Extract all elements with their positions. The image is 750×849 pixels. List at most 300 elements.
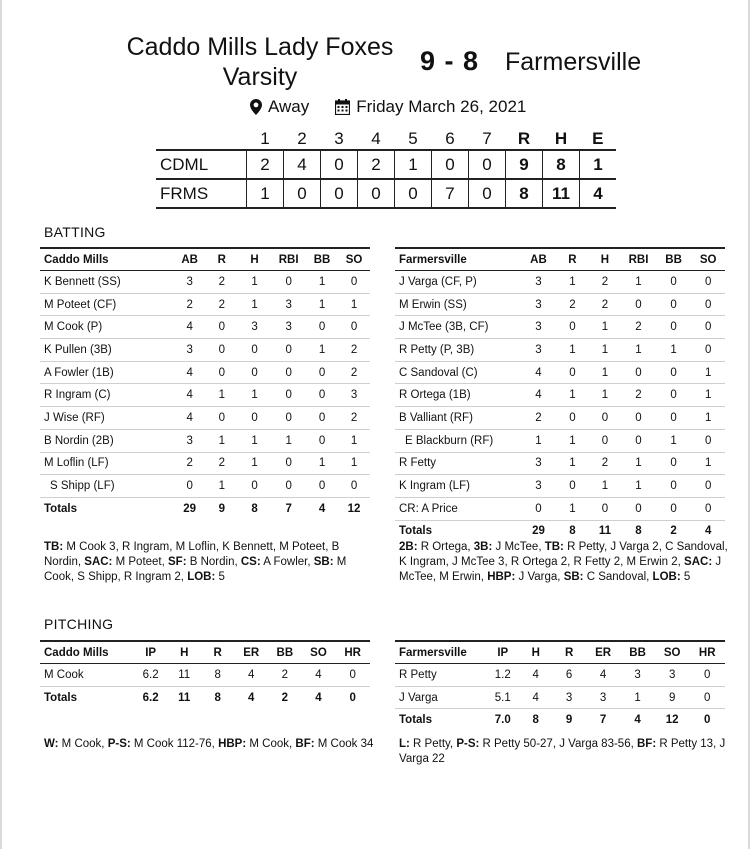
- stat-cell: 0: [691, 293, 725, 316]
- stat-cell: 1: [238, 429, 271, 452]
- batting-section-title: BATTING: [44, 224, 106, 240]
- stat-cell: 1: [238, 293, 271, 316]
- stat-cell: 2: [589, 293, 622, 316]
- note-label: 3B:: [473, 541, 493, 553]
- note-text: C Sandoval,: [583, 571, 653, 583]
- totals-cell: 8: [532, 714, 539, 727]
- totals-row: [395, 520, 725, 542]
- note-text: B Nordin,: [186, 556, 241, 568]
- stat-cell: 0: [271, 384, 306, 407]
- stat-cell: 0: [691, 475, 725, 498]
- stat-cell: 0: [335, 664, 370, 687]
- player-name: C Sandoval (C): [395, 361, 521, 384]
- totals-label: Totals: [44, 502, 78, 515]
- totals-cell: 4: [315, 691, 322, 704]
- stat-cell: 1: [306, 293, 338, 316]
- stat-cell: 0: [589, 497, 622, 520]
- stat-cell: 0: [689, 664, 725, 687]
- stat-column-header: IP: [487, 641, 520, 664]
- batting-table-away: [395, 247, 725, 542]
- totals-cell: 7.0: [494, 714, 511, 727]
- stat-cell: 2: [621, 384, 656, 407]
- totals-cell: 7: [285, 502, 292, 515]
- player-name: M Cook: [40, 664, 134, 687]
- totals-cell: 8: [251, 502, 258, 515]
- note-text: R Petty 50-27, J Varga 83-56,: [479, 738, 637, 750]
- stat-cell: 1: [338, 293, 370, 316]
- stat-header-row: [40, 248, 370, 271]
- player-name: R Ingram (C): [40, 384, 174, 407]
- linescore-header-blank: [156, 129, 247, 150]
- note-label: SAC:: [84, 556, 113, 568]
- stat-cell: 0: [306, 429, 338, 452]
- stat-cell: 0: [656, 271, 692, 294]
- stat-cell: 1: [238, 271, 271, 294]
- stat-cell: 1: [338, 452, 370, 475]
- stat-cell: 1: [556, 452, 588, 475]
- stat-column-header: SO: [338, 248, 370, 271]
- player-row: [395, 664, 725, 687]
- totals-row: [40, 497, 370, 519]
- stat-column-header: BB: [656, 248, 692, 271]
- totals-cell: 6.2: [142, 691, 159, 704]
- linescore-inning-cell: 2: [247, 150, 284, 179]
- stat-cell: 1: [589, 384, 622, 407]
- stat-cell: 1: [306, 271, 338, 294]
- linescore-errors: 1: [580, 150, 617, 179]
- stat-column-header: RBI: [621, 248, 656, 271]
- stat-cell: 1: [656, 339, 692, 362]
- player-row: [395, 475, 725, 498]
- stat-cell: 3: [521, 475, 557, 498]
- note-label: SB:: [313, 556, 334, 568]
- player-row: [40, 293, 370, 316]
- stat-cell: 0: [691, 316, 725, 339]
- linescore-inning-cell: 2: [358, 150, 395, 179]
- linescore-inning-cell: 0: [358, 179, 395, 208]
- batting-table-home: [40, 247, 370, 520]
- pitching-table-home: [40, 640, 370, 708]
- linescore-inning-cell: 0: [395, 179, 432, 208]
- stat-cell: 2: [174, 293, 206, 316]
- player-name: J Wise (RF): [40, 407, 174, 430]
- player-row: [395, 361, 725, 384]
- stat-cell: 2: [174, 452, 206, 475]
- stat-cell: 0: [271, 361, 306, 384]
- note-text: M Cook,: [246, 738, 296, 750]
- stat-column-header: AB: [521, 248, 557, 271]
- stat-cell: 0: [206, 339, 238, 362]
- stat-cell: 0: [621, 497, 656, 520]
- stat-cell: 1: [691, 407, 725, 430]
- note-label: SF:: [168, 556, 187, 568]
- stat-cell: 0: [306, 384, 338, 407]
- stat-cell: 1: [556, 271, 588, 294]
- stat-cell: 2: [268, 664, 302, 687]
- stat-cell: 1: [691, 452, 725, 475]
- stat-cell: 2: [206, 452, 238, 475]
- frame-edge-left: [0, 0, 2, 849]
- stat-cell: 3: [238, 316, 271, 339]
- linescore-row-away: [156, 179, 616, 208]
- totals-cell: 0: [704, 714, 711, 727]
- stat-cell: 0: [238, 361, 271, 384]
- stat-cell: 4: [174, 407, 206, 430]
- pitching-table-away: [395, 640, 725, 731]
- stat-cell: 9: [655, 686, 690, 709]
- linescore-inning-header: 7: [482, 129, 492, 148]
- player-name: B Nordin (2B): [40, 429, 174, 452]
- stat-cell: 0: [338, 475, 370, 498]
- totals-cell: 12: [665, 714, 679, 727]
- linescore-errors-header: E: [592, 129, 604, 148]
- stat-cell: 0: [621, 293, 656, 316]
- player-row: [395, 686, 725, 709]
- stat-column-header: ER: [586, 641, 621, 664]
- stat-cell: 1: [338, 429, 370, 452]
- note-text: M Cook,: [58, 738, 108, 750]
- note-text: A Fowler,: [260, 556, 314, 568]
- player-name: A Fowler (1B): [40, 361, 174, 384]
- linescore-inning-header: 3: [334, 129, 344, 148]
- stat-cell: 0: [271, 339, 306, 362]
- player-name: M Erwin (SS): [395, 293, 521, 316]
- stat-cell: 3: [521, 339, 557, 362]
- stat-header-row: [395, 248, 725, 271]
- stat-cell: 3: [174, 339, 206, 362]
- stat-cell: 0: [306, 407, 338, 430]
- stat-cell: 3: [655, 664, 690, 687]
- note-text: J McTee, M Erwin,: [399, 556, 722, 583]
- team-header: Caddo Mills: [40, 248, 174, 271]
- stat-cell: 3: [174, 429, 206, 452]
- note-text: 5: [680, 571, 691, 583]
- team-header: Farmersville: [395, 248, 521, 271]
- linescore-inning-cell: 7: [432, 179, 469, 208]
- player-name: R Petty: [395, 664, 487, 687]
- totals-cell: 29: [532, 525, 545, 538]
- totals-cell: 11: [178, 691, 191, 704]
- stat-cell: 4: [521, 361, 557, 384]
- stat-cell: 1.2: [487, 664, 520, 687]
- player-row: [395, 497, 725, 520]
- note-text: M Poteet,: [112, 556, 169, 568]
- stat-cell: 0: [621, 361, 656, 384]
- stat-cell: 2: [206, 271, 238, 294]
- note-label: CS:: [240, 556, 261, 568]
- stat-cell: 2: [338, 361, 370, 384]
- stat-cell: 0: [656, 361, 692, 384]
- totals-label: Totals: [44, 691, 78, 704]
- totals-cell: 29: [183, 502, 197, 515]
- stat-column-header: IP: [134, 641, 168, 664]
- player-row: [40, 384, 370, 407]
- player-name: K Bennett (SS): [40, 271, 174, 294]
- stat-column-header: HR: [689, 641, 725, 664]
- stat-cell: 0: [656, 293, 692, 316]
- stat-cell: 1: [238, 384, 271, 407]
- stat-cell: 0: [656, 475, 692, 498]
- note-label: TB:: [44, 541, 64, 553]
- note-label: SAC:: [684, 556, 713, 568]
- stat-cell: 4: [234, 664, 268, 687]
- stat-cell: 3: [586, 686, 621, 709]
- note-text: M Cook 34: [314, 738, 374, 750]
- stat-cell: 3: [552, 686, 585, 709]
- player-row: [395, 339, 725, 362]
- note-label: 2B:: [399, 541, 418, 553]
- stat-cell: 11: [167, 664, 201, 687]
- totals-cell: 2: [670, 525, 677, 538]
- linescore-row-home: [156, 150, 616, 179]
- stat-cell: 0: [556, 316, 588, 339]
- game-date: Friday March 26, 2021: [356, 97, 527, 116]
- player-name: S Shipp (LF): [40, 475, 174, 498]
- stat-column-header: R: [556, 248, 588, 271]
- stat-cell: 2: [521, 407, 557, 430]
- stat-cell: 1: [589, 316, 622, 339]
- linescore-runs: 9: [506, 150, 543, 179]
- player-row: [40, 361, 370, 384]
- linescore-header-row: [156, 129, 616, 150]
- stat-cell: 1: [206, 384, 238, 407]
- note-text: R Ortega,: [417, 541, 474, 553]
- pitching-section-title: PITCHING: [44, 616, 114, 632]
- stat-cell: 3: [271, 316, 306, 339]
- stat-cell: 0: [271, 271, 306, 294]
- note-text: J Varga,: [515, 571, 564, 583]
- stat-cell: 4: [302, 664, 336, 687]
- note-text: 5: [215, 571, 225, 583]
- linescore-inning-cell: 0: [284, 179, 321, 208]
- stat-cell: 2: [621, 316, 656, 339]
- stat-cell: 0: [206, 361, 238, 384]
- stat-cell: 1: [621, 452, 656, 475]
- stat-cell: 1: [621, 271, 656, 294]
- stat-cell: 0: [206, 316, 238, 339]
- stat-column-header: RBI: [271, 248, 306, 271]
- stat-cell: 1: [691, 361, 725, 384]
- linescore-hits: 11: [543, 179, 580, 208]
- stat-cell: 0: [338, 271, 370, 294]
- note-label: W:: [44, 738, 59, 750]
- stat-cell: 0: [621, 429, 656, 452]
- batting-notes-away: [399, 540, 729, 585]
- totals-cell: 7: [599, 714, 607, 727]
- stat-column-header: H: [238, 248, 271, 271]
- stat-cell: 0: [689, 686, 725, 709]
- team-header: Farmersville: [395, 641, 487, 664]
- stat-cell: 0: [238, 339, 271, 362]
- player-row: [40, 664, 370, 687]
- stat-cell: 1: [271, 429, 306, 452]
- stat-cell: 0: [306, 361, 338, 384]
- linescore-team: FRMS: [160, 183, 209, 203]
- stat-cell: 1: [621, 339, 656, 362]
- stat-column-header: HR: [335, 641, 370, 664]
- player-name: J Varga (CF, P): [395, 271, 521, 294]
- linescore-inning-cell: 4: [284, 150, 321, 179]
- stat-cell: 0: [656, 497, 692, 520]
- totals-cell: 8: [214, 691, 221, 704]
- stat-cell: 5.1: [487, 686, 520, 709]
- note-label: BF:: [295, 738, 315, 750]
- home-team-name: Caddo Mills Lady Foxes Varsity: [126, 33, 394, 91]
- linescore-runs-header: R: [517, 129, 531, 148]
- final-score: 9 - 8: [420, 46, 480, 76]
- stat-cell: 0: [174, 475, 206, 498]
- player-name: CR: A Price: [395, 497, 521, 520]
- stat-cell: 0: [238, 475, 271, 498]
- player-name: M Cook (P): [40, 316, 174, 339]
- note-text: R Petty, J Varga 2, C Sandoval, K Ingram, J McTee 3, R Ortega 2, R Fetty 2, M Erwin 2,: [399, 541, 728, 568]
- player-row: [40, 452, 370, 475]
- linescore-inning-cell: 0: [321, 150, 358, 179]
- stat-column-header: ER: [234, 641, 268, 664]
- player-name: J Varga: [395, 686, 487, 709]
- stat-cell: 1: [306, 339, 338, 362]
- totals-cell: 4: [704, 525, 712, 538]
- player-name: R Petty (P, 3B): [395, 339, 521, 362]
- note-text: J McTee,: [492, 541, 545, 553]
- stat-cell: 0: [271, 452, 306, 475]
- stat-cell: 1: [556, 497, 588, 520]
- player-row: [40, 429, 370, 452]
- totals-cell: 4: [318, 502, 326, 515]
- player-row: [395, 452, 725, 475]
- stat-cell: 4: [519, 686, 552, 709]
- stat-cell: 0: [656, 384, 692, 407]
- stat-cell: 0: [271, 407, 306, 430]
- linescore-table: [156, 129, 616, 209]
- player-row: [40, 475, 370, 498]
- stat-cell: 0: [556, 361, 588, 384]
- stat-cell: 0: [238, 407, 271, 430]
- stat-cell: 6: [552, 664, 585, 687]
- stat-column-header: SO: [655, 641, 690, 664]
- note-text: R Petty 13, J Varga 22: [399, 738, 726, 765]
- note-label: P-S:: [456, 738, 480, 750]
- linescore-inning-cell: 0: [469, 179, 506, 208]
- stat-header-row: [395, 641, 725, 664]
- stat-cell: 0: [691, 497, 725, 520]
- note-label: SB:: [563, 571, 584, 583]
- stat-cell: 1: [556, 339, 588, 362]
- player-name: K Ingram (LF): [395, 475, 521, 498]
- note-label: HBP:: [218, 738, 247, 750]
- stat-cell: 0: [589, 429, 622, 452]
- calendar-icon: [335, 99, 350, 115]
- note-text: M Cook 3, R Ingram, M Loflin, K Bennett, M Poteet, B Nordin,: [44, 541, 340, 568]
- stat-cell: 3: [338, 384, 370, 407]
- stat-cell: 4: [174, 316, 206, 339]
- player-row: [395, 407, 725, 430]
- stat-cell: 6.2: [134, 664, 168, 687]
- player-row: [40, 271, 370, 294]
- stat-cell: 0: [271, 475, 306, 498]
- stat-cell: 0: [306, 316, 338, 339]
- player-name: K Pullen (3B): [40, 339, 174, 362]
- stat-cell: 1: [691, 384, 725, 407]
- linescore-errors: 4: [580, 179, 617, 208]
- stat-column-header: SO: [691, 248, 725, 271]
- stat-cell: 1: [521, 429, 557, 452]
- stat-cell: 2: [556, 293, 588, 316]
- stat-cell: 1: [238, 452, 271, 475]
- totals-row: [395, 709, 725, 731]
- totals-cell: 4: [248, 691, 255, 704]
- stat-cell: 0: [621, 407, 656, 430]
- player-row: [395, 293, 725, 316]
- player-name: R Ortega (1B): [395, 384, 521, 407]
- stat-cell: 2: [206, 293, 238, 316]
- stat-column-header: BB: [268, 641, 302, 664]
- player-row: [395, 271, 725, 294]
- stat-cell: 0: [691, 271, 725, 294]
- note-label: HBP:: [487, 571, 516, 583]
- note-label: LOB:: [652, 571, 681, 583]
- stat-column-header: H: [519, 641, 552, 664]
- linescore-inning-header: 6: [445, 129, 455, 148]
- totals-label: Totals: [399, 714, 433, 727]
- linescore-hits-header: H: [554, 129, 568, 148]
- linescore-team: CDML: [160, 154, 209, 174]
- totals-row: [40, 686, 370, 708]
- totals-cell: 2: [281, 691, 289, 704]
- note-label: BF:: [637, 738, 657, 750]
- linescore-inning-header: 2: [297, 129, 307, 148]
- stat-cell: 1: [556, 429, 588, 452]
- stat-cell: 1: [589, 361, 622, 384]
- totals-cell: 8: [569, 525, 576, 538]
- linescore-inning-cell: 1: [247, 179, 284, 208]
- stat-column-header: BB: [620, 641, 655, 664]
- note-text: R Petty,: [409, 738, 457, 750]
- stat-cell: 0: [556, 475, 588, 498]
- player-name: J McTee (3B, CF): [395, 316, 521, 339]
- stat-cell: 1: [589, 475, 622, 498]
- linescore-inning-header: 1: [260, 129, 270, 148]
- batting-notes-home: [44, 540, 374, 585]
- stat-cell: 1: [556, 384, 588, 407]
- player-name: R Fetty: [395, 452, 521, 475]
- player-row: [395, 429, 725, 452]
- stat-column-header: R: [201, 641, 234, 664]
- linescore-hits: 8: [543, 150, 580, 179]
- stat-column-header: H: [167, 641, 201, 664]
- linescore-inning-cell: 0: [469, 150, 506, 179]
- totals-cell: 8: [635, 525, 642, 538]
- linescore-inning-header: 4: [371, 129, 381, 148]
- player-row: [395, 316, 725, 339]
- stat-cell: 3: [271, 293, 306, 316]
- stat-cell: 3: [521, 452, 557, 475]
- stat-cell: 1: [306, 452, 338, 475]
- stat-cell: 8: [201, 664, 234, 687]
- away-team-name: Farmersville: [505, 48, 642, 76]
- linescore-inning-header: 5: [408, 129, 418, 148]
- stat-cell: 0: [656, 407, 692, 430]
- stat-column-header: R: [206, 248, 238, 271]
- totals-cell: 12: [347, 502, 361, 515]
- linescore-inning-cell: 1: [395, 150, 432, 179]
- note-label: P-S:: [107, 738, 131, 750]
- stat-cell: 3: [620, 664, 655, 687]
- location-text: Away: [268, 97, 310, 116]
- note-label: TB:: [544, 541, 564, 553]
- stat-cell: 3: [521, 293, 557, 316]
- stat-cell: 1: [206, 429, 238, 452]
